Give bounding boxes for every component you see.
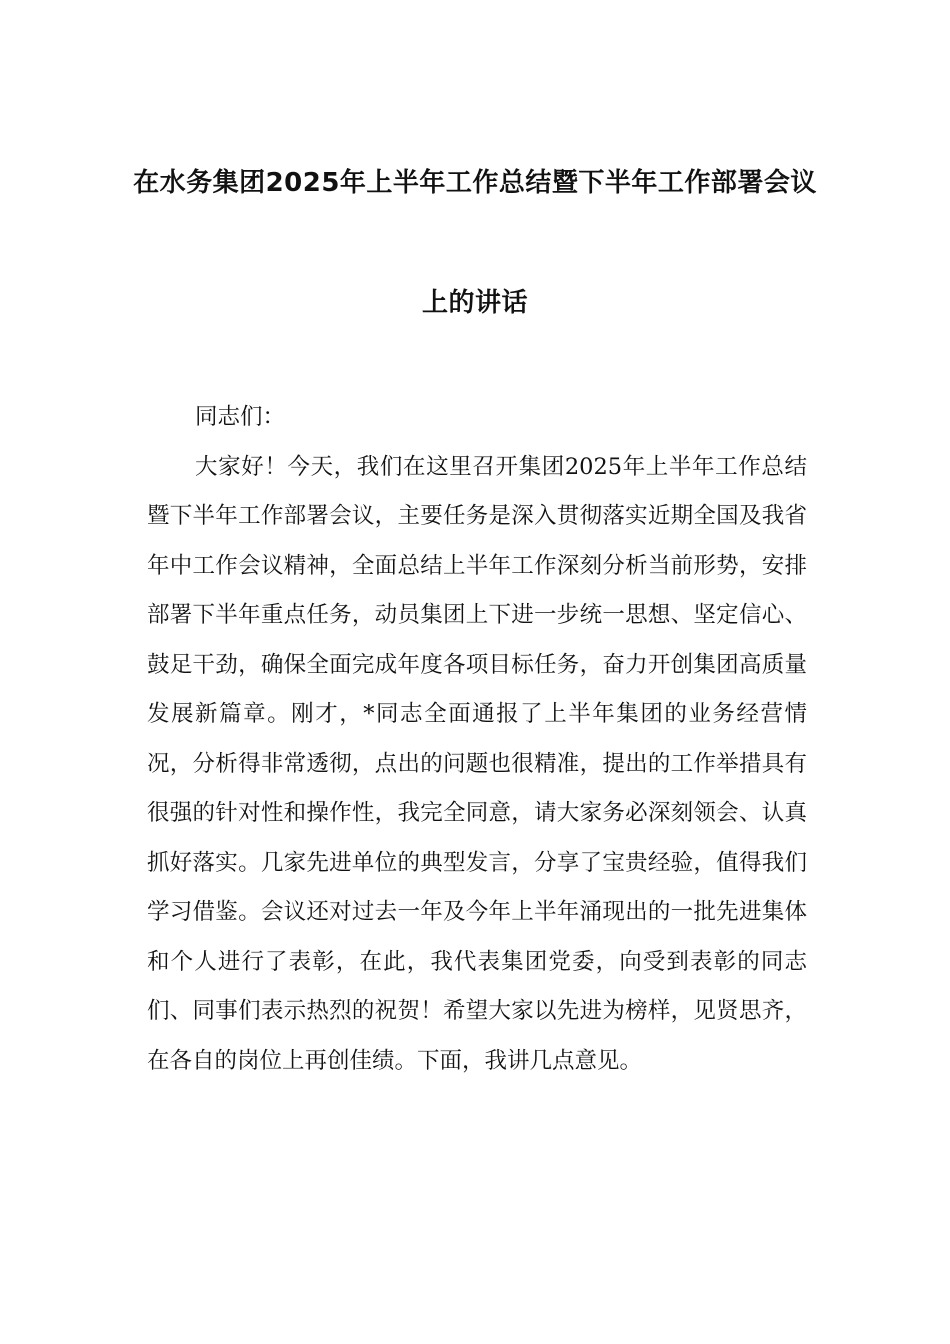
body-paragraph: 大家好！今天，我们在这里召开集团2025年上半年工作总结暨下半年工作部署会议，主要任务是深入贯彻落实近期全国及我省年中工作会议精神，全面总结上半年工作深刻分析当前形势，安排部署下半年重点任务，动员集团上下进一步统一思想、坚定信心、鼓足干劲，确保全面完成年度各项目标任务，奋力开创集团高质量发展新篇章。刚才，*同志全面通报了上半年集团的业务经营情况，分析得非常透彻，点出的问题也很精准，提出的工作举措具有很强的针对性和操作性，我完全同意，请大家务必深刻领会、认真抓好落实。几家先进单位的典型发言，分享了宝贵经验，值得我们学习借鉴。会议还对过去一年及今年上半年涌现出的一批先进集体和个人进行了表彰，在此，我代表集团党委，向受到表彰的同志们、同事们表示热烈的祝贺！希望大家以先进为榜样，见贤思齐，在各自的岗位上再创佳绩。下面，我讲几点意见。 (147, 453, 807, 1074)
salutation: 同志们： (195, 404, 286, 430)
document-body (147, 393, 807, 1086)
document-title-line-2: 上的讲话 (421, 288, 528, 318)
document-title-line-1: 在水务集团2025年上半年工作总结暨下半年工作部署会议 (133, 168, 817, 198)
